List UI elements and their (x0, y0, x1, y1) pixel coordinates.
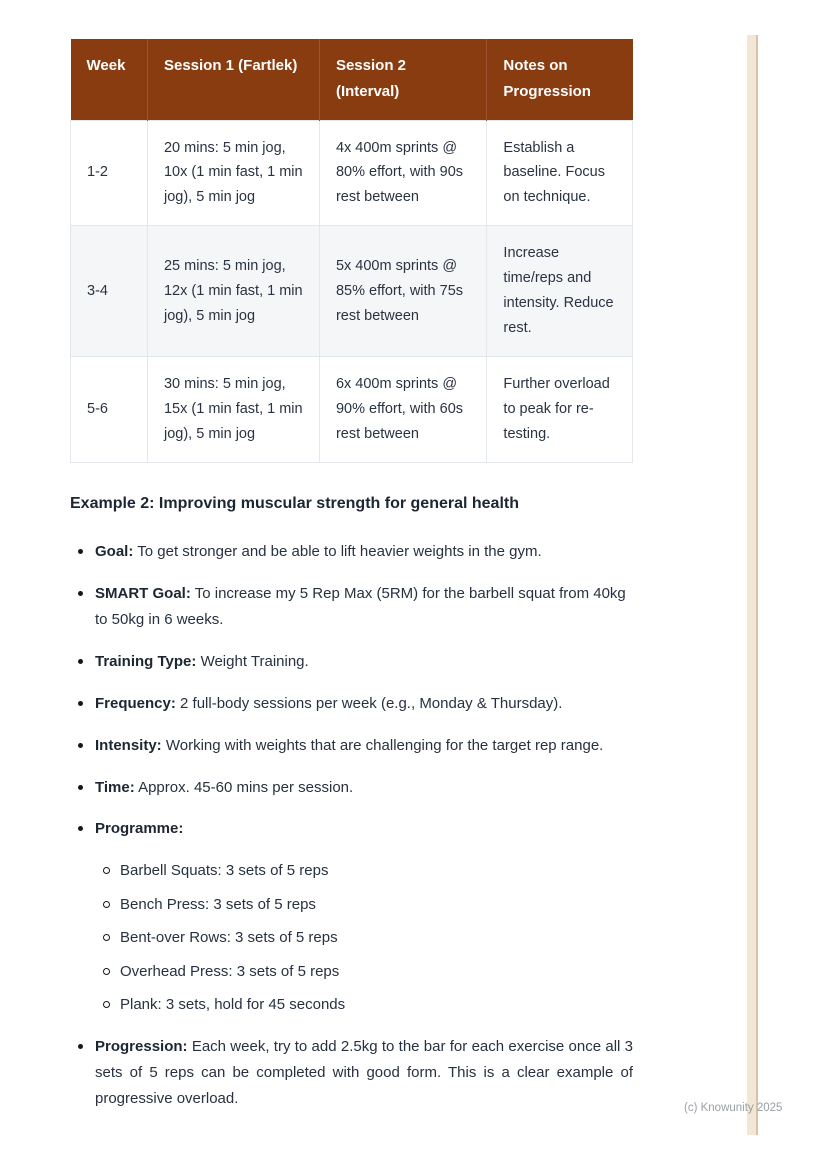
list-item-programme (70, 816, 633, 1017)
bullet-text: Working with weights that are challenging for the target rep range. (165, 736, 604, 754)
cell-notes: Further overload to peak for re-testing. (487, 357, 633, 463)
cell-week: 1-2 (71, 120, 148, 226)
header-week: Week (71, 39, 148, 120)
cell-session1: 25 mins: 5 min jog, 12x (1 min fast, 1 min jog), 5 min jog (147, 226, 319, 357)
cell-session2: 6x 400m sprints @ 90% effort, with 60s rest between (319, 357, 486, 463)
bullet-label: Programme: (95, 820, 184, 838)
programme-item: Plank: 3 sets, hold for 45 seconds (95, 992, 633, 1018)
list-item-goal (70, 539, 633, 565)
example-bullet-list (70, 539, 633, 1112)
programme-item: Overhead Press: 3 sets of 5 reps (95, 959, 633, 985)
bullet-label: Goal: (95, 542, 134, 560)
bullet-label: Progression: (95, 1037, 188, 1055)
bullet-label: Frequency: (95, 694, 176, 712)
list-item-smart-goal (70, 581, 633, 633)
programme-item: Bent-over Rows: 3 sets of 5 reps (95, 925, 633, 951)
list-item-intensity (70, 733, 633, 759)
bullet-label: Training Type: (95, 652, 197, 670)
bullet-text: To increase my 5 Rep Max (5RM) for the barbell squat from 40kg to 50kg in 6 weeks. (95, 584, 626, 628)
table-row (71, 357, 633, 463)
cell-session2: 5x 400m sprints @ 85% effort, with 75s rest between (319, 226, 486, 357)
list-item-frequency (70, 691, 633, 717)
bullet-label: Intensity: (95, 736, 162, 754)
header-session1: Session 1 (Fartlek) (147, 39, 319, 120)
cell-session1: 20 mins: 5 min jog, 10x (1 min fast, 1 min jog), 5 min jog (147, 120, 319, 226)
programme-sub-list (95, 858, 633, 1018)
table-row (71, 120, 633, 226)
list-item-time (70, 775, 633, 801)
header-notes: Notes on Progression (487, 39, 633, 120)
bullet-text: Each week, try to add 2.5kg to the bar for each exercise once all 3 sets of 5 reps can be completed with good form. This is a clear example of progressive overload. (95, 1037, 633, 1107)
bullet-label: Time: (95, 778, 135, 796)
header-session2: Session 2 (Interval) (319, 39, 486, 120)
bullet-label: SMART Goal: (95, 584, 191, 602)
bullet-text: Weight Training. (200, 652, 309, 670)
cell-session1: 30 mins: 5 min jog, 15x (1 min fast, 1 min jog), 5 min jog (147, 357, 319, 463)
bullet-text: 2 full-body sessions per week (e.g., Monday & Thursday). (180, 694, 563, 712)
cell-week: 5-6 (71, 357, 148, 463)
cell-session2: 4x 400m sprints @ 80% effort, with 90s rest between (319, 120, 486, 226)
cell-week: 3-4 (71, 226, 148, 357)
bullet-text: Approx. 45-60 mins per session. (138, 778, 354, 796)
list-item-progression (70, 1034, 633, 1112)
table-row (71, 226, 633, 357)
table-header-row (71, 39, 633, 120)
bullet-text: To get stronger and be able to lift heavier weights in the gym. (137, 542, 542, 560)
watermark-text: (c) Knowunity 2025 (684, 1102, 783, 1114)
page-edge-stripe (747, 35, 758, 1135)
list-item-training-type (70, 649, 633, 675)
cell-notes: Increase time/reps and intensity. Reduce rest. (487, 226, 633, 357)
programme-item: Barbell Squats: 3 sets of 5 reps (95, 858, 633, 884)
cell-notes: Establish a baseline. Focus on technique. (487, 120, 633, 226)
training-plan-table (70, 39, 633, 463)
section-heading: Example 2: Improving muscular strength for general health (70, 494, 519, 512)
programme-item: Bench Press: 3 sets of 5 reps (95, 892, 633, 918)
document-content (70, 39, 633, 1128)
